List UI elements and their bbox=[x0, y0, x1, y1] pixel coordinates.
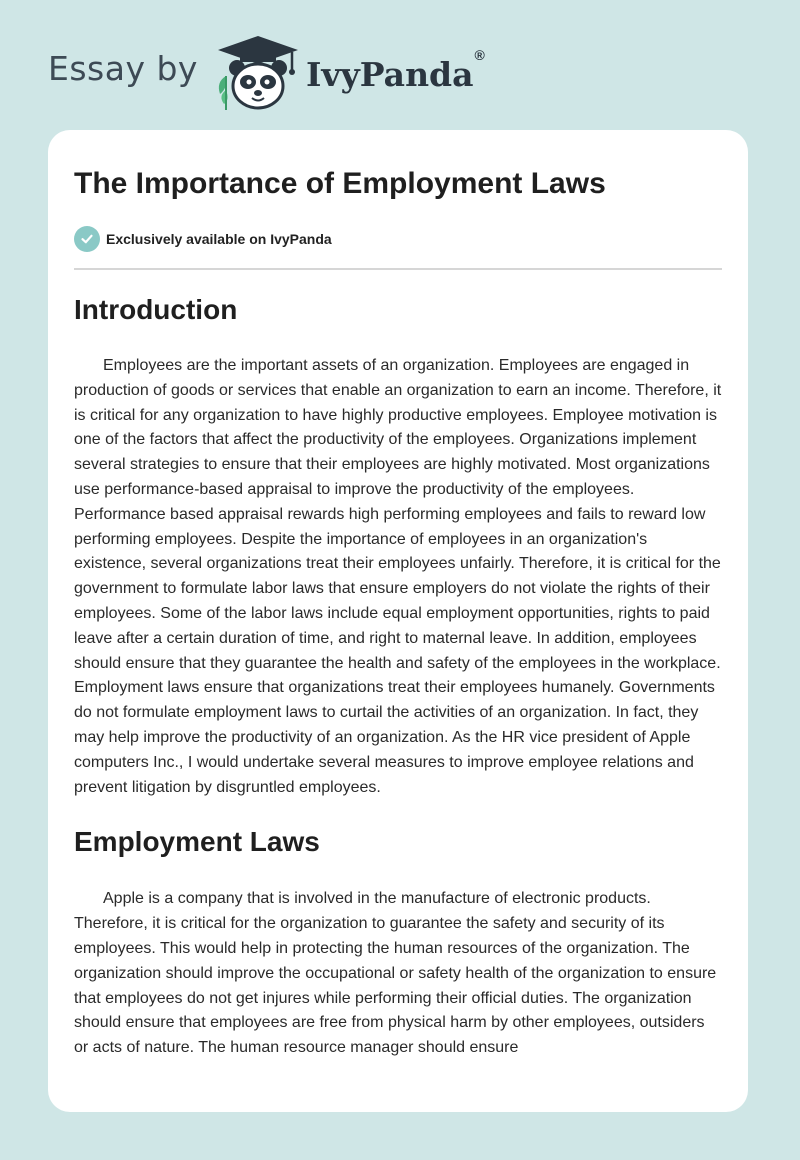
registered-mark: ® bbox=[474, 46, 485, 63]
exclusive-badge bbox=[74, 226, 722, 252]
section-body-employment-laws: Apple is a company that is involved in the manufacture of electronic products. Therefore, it is critical for the organization to guarantee the safety and security of its employees. This would help in protecting the human resources of the organization. The organization should improve the occupational or safety health of the organization to ensure that employees do not get injures while performing their official duties. The organization should ensure that employees are free from physical harm by other employees, outsiders or acts of nature. The human resource manager should ensure bbox=[74, 890, 717, 1057]
section-heading-introduction: Introduction bbox=[74, 294, 238, 325]
section-heading-employment-laws: Employment Laws bbox=[74, 826, 320, 858]
brand-header bbox=[48, 32, 485, 112]
essay-card bbox=[48, 130, 748, 1112]
page-title: The Importance of Employment Laws bbox=[74, 167, 606, 200]
panda-graduate-icon bbox=[212, 32, 304, 112]
section-body-introduction: Employees are the important assets of an organization. Employees are engaged in production of goods or services that enable an organization to earn an income. Therefore, it is critical for any organization to have highly productive employees. Employee motivation is one of the factors that affect the productivity of the employees. Organizations implement several strategies to ensure that their employees are highly motivated. Most organizations use performance-based appraisal to improve the productivity of the employees. Performance based appraisal rewards high performing employees and fails to reward low performing employees. Despite the importance of employees in an organization's existence, several organizations treat their employees unfairly. Therefore, it is critical for the government to formulate labor laws that ensure employers do not violate the rights of their employees. Some of the labor laws include equal employment opportunities, rights to paid leave after a certain duration of time, and right to maternal leave. In addition, employees should ensure that they guarantee the health and safety of the employees in the workplace. Employment laws ensure that organizations treat their employees humanely. Governments do not formulate employment laws to curtail the activities of an organization. In fact, they may help improve the productivity of an organization. As the HR vice president of Apple computers Inc., I would undertake several measures to improve employee relations and prevent litigation by disgruntled employees. bbox=[74, 357, 722, 796]
exclusive-label: Exclusively available on IvyPanda bbox=[106, 231, 332, 247]
brand-name: IvyPanda® bbox=[305, 46, 485, 94]
divider bbox=[74, 268, 722, 270]
brand-prefix: Essay by bbox=[48, 48, 198, 88]
check-icon bbox=[74, 226, 100, 252]
